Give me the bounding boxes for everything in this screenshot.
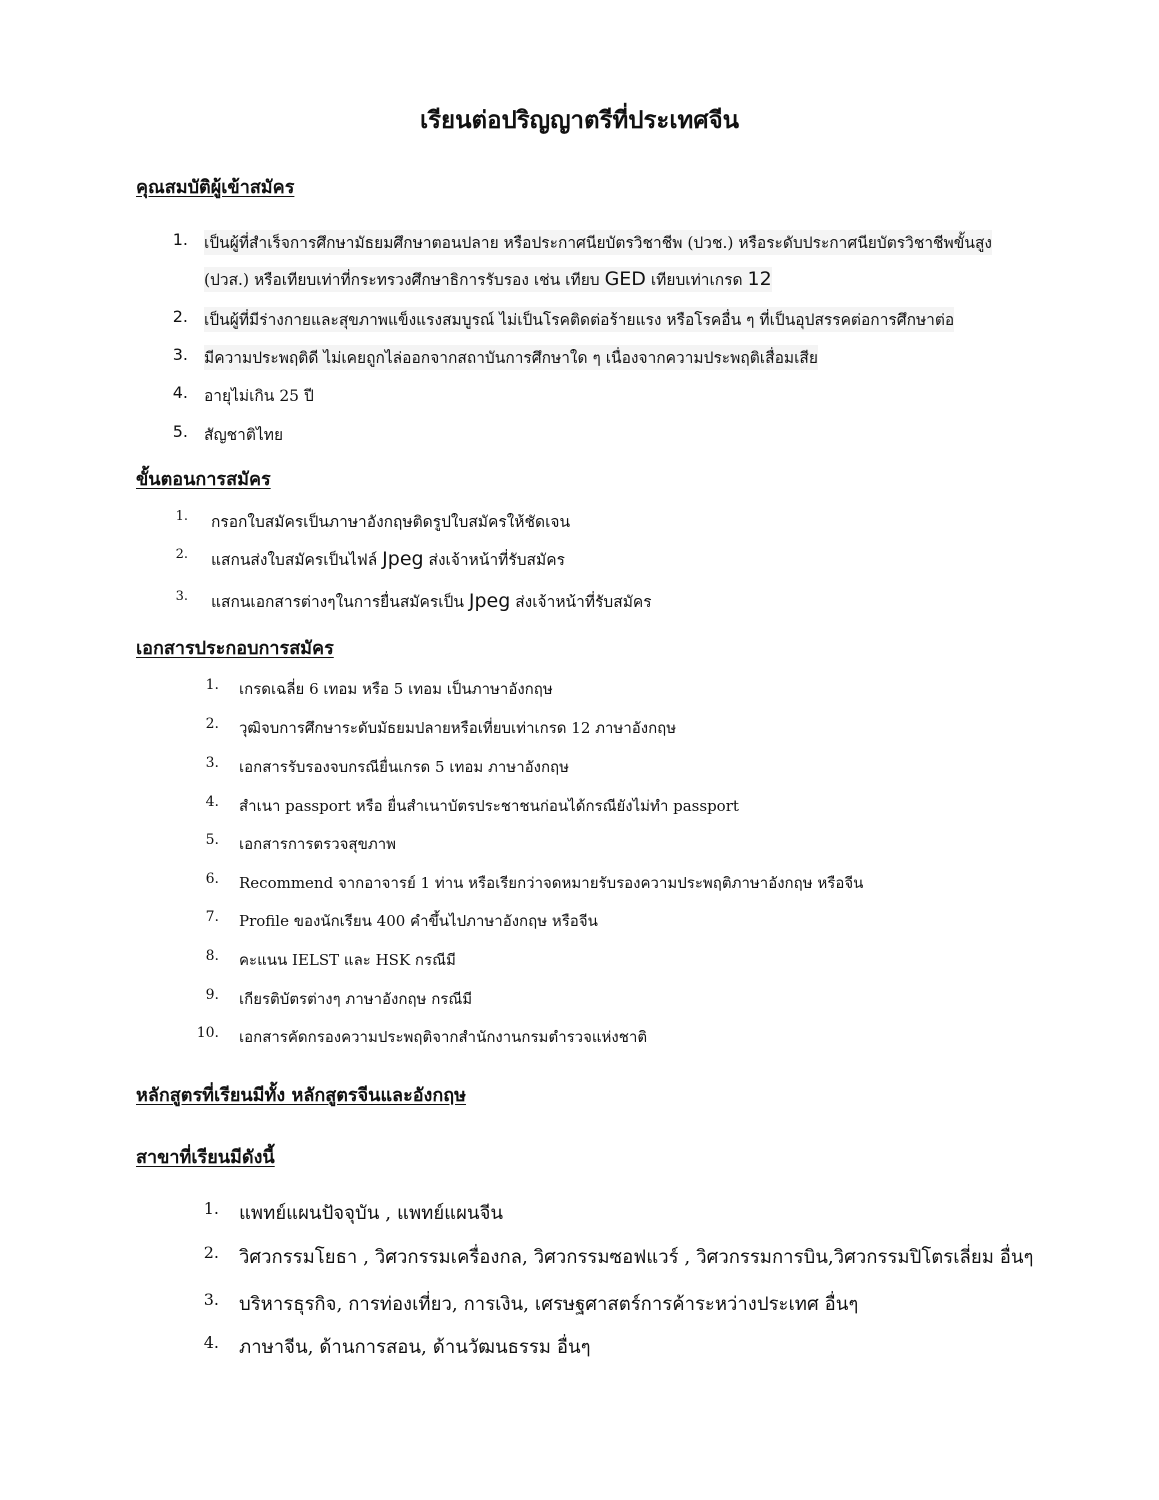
ged-text: GED <box>604 268 646 290</box>
jpeg-text: Jpeg <box>382 548 424 570</box>
list-text: Recommend จากอาจารย์ 1 ท่าน หรือเรียกว่าจดหมายรับรองความประพฤติภาษาอังกฤษ หรือจีน <box>239 874 864 892</box>
list-number: 3. <box>175 589 188 604</box>
list-number: 2. <box>172 307 188 326</box>
list-text: กรอกใบสมัครเป็นภาษาอังกฤษติดรูปใบสมัครให้ชัดเจน <box>211 513 571 531</box>
list-number: 8. <box>205 948 219 964</box>
list-text: สัญชาติไทย <box>204 426 284 444</box>
list-number: 3. <box>172 345 188 364</box>
list-text: เกรดเฉลี่ย 6 เทอม หรือ 5 เทอม เป็นภาษาอังกฤษ <box>239 680 553 698</box>
list-text: วิศวกรรมโยธา , วิศวกรรมเครื่องกล, วิศวกรรมซอฟแวร์ , วิศวกรรมการบิน,วิศวกรรมปิโตรเลี่ยม อื่นๆ <box>239 1247 1034 1268</box>
list-text: เอกสารคัดกรองความประพฤติจากสำนักงานกรมตำรวจแห่งชาติ <box>239 1028 648 1046</box>
list-text: แสกนเอกสารต่างๆในการยื่นสมัครเป็น Jpeg ส่งเจ้าหน้าที่รับสมัคร <box>211 590 652 612</box>
list-number: 1. <box>203 1199 219 1218</box>
list-text: วุฒิจบการศึกษาระดับมัธยมปลายหรือเที่ยบเท่าเกรด 12 ภาษาอังกฤษ <box>239 719 677 737</box>
list-number: 3. <box>203 1290 219 1309</box>
list-number: 1. <box>175 509 188 524</box>
qualifications-heading: คุณสมบัติผู้เข้าสมัคร <box>136 177 295 198</box>
list-text: (ปวส.) หรือเทียบเท่าที่กระทรวงศึกษาธิการรับรอง เช่น เทียบ GED เทียบเท่าเกรด 12 <box>204 268 772 290</box>
list-number: 6. <box>205 871 219 887</box>
list-text: เป็นผู้ที่สำเร็จการศึกษามัธยมศึกษาตอนปลาย หรือประกาศนียบัตรวิชาชีพ (ปวช.) หรือระดับประกาศนียบัตรวิชาชีพขั้นสูง <box>204 230 992 255</box>
list-text: แพทย์แผนปัจจุบัน , แพทย์แผนจีน <box>239 1203 504 1224</box>
list-number: 4. <box>203 1333 219 1352</box>
list-number: 4. <box>205 794 219 810</box>
list-number: 1. <box>172 230 188 249</box>
list-text: ภาษาจีน, ด้านการสอน, ด้านวัฒนธรรม อื่นๆ <box>239 1337 591 1358</box>
list-text: บริหารธุรกิจ, การท่องเที่ยว, การเงิน, เศรษฐศาสตร์การค้าระหว่างประเทศ อื่นๆ <box>239 1294 859 1315</box>
list-number: 2. <box>205 716 219 732</box>
list-text: Profile ของนักเรียน 400 คำขึ้นไปภาษาอังกฤษ หรือจีน <box>239 912 598 930</box>
list-number: 2. <box>203 1243 219 1262</box>
list-text: สำเนา passport หรือ ยื่นสำเนาบัตรประชาชนก่อนได้กรณียังไม่ทำ passport <box>239 797 739 815</box>
list-number: 3. <box>205 755 219 771</box>
list-text: คะแนน IELST และ HSK กรณีมี <box>239 951 456 969</box>
majors-heading: สาขาที่เรียนมีดังนี้ <box>136 1147 275 1168</box>
list-text: เอกสารการตรวจสุขภาพ <box>239 835 397 853</box>
curriculum-heading: หลักสูตรที่เรียนมีทั้ง หลักสูตรจีนและอังกฤษ <box>136 1085 467 1106</box>
page-title: เรียนต่อปริญญาตรีที่ประเทศจีน <box>419 105 740 134</box>
jpeg-text: Jpeg <box>468 590 511 612</box>
steps-heading: ขั้นตอนการสมัคร <box>136 469 271 490</box>
list-number: 9. <box>205 987 219 1003</box>
documents-heading: เอกสารประกอบการสมัคร <box>136 638 334 659</box>
list-text: อายุไม่เกิน 25 ปี <box>204 387 314 405</box>
grade-number: 12 <box>747 268 772 290</box>
list-number: 4. <box>172 383 188 402</box>
list-number: 5. <box>205 832 219 848</box>
list-text: แสกนส่งใบสมัครเป็นไฟล์ Jpeg ส่งเจ้าหน้าที่รับสมัคร <box>211 548 565 570</box>
list-number: 5. <box>172 422 188 441</box>
list-text: มีความประพฤติดี ไม่เคยถูกไล่ออกจากสถาบันการศึกษาใด ๆ เนื่องจากความประพฤติเสื่อมเสีย <box>204 345 818 370</box>
list-number: 1. <box>205 677 219 693</box>
list-text: เกียรติบัตรต่างๆ ภาษาอังกฤษ กรณีมี <box>239 990 473 1008</box>
list-text: เป็นผู้ที่มีร่างกายและสุขภาพแข็งแรงสมบูรณ์ ไม่เป็นโรคติดต่อร้ายแรง หรือโรคอื่น ๆ ที่เป็นอุปสรรคต่อการศึกษาต่อ <box>204 307 954 332</box>
list-number: 2. <box>175 547 188 562</box>
list-number: 7. <box>205 909 219 925</box>
list-text: เอกสารรับรองจบกรณียื่นเกรด 5 เทอม ภาษาอังกฤษ <box>239 758 569 776</box>
list-number: 10. <box>196 1025 219 1041</box>
